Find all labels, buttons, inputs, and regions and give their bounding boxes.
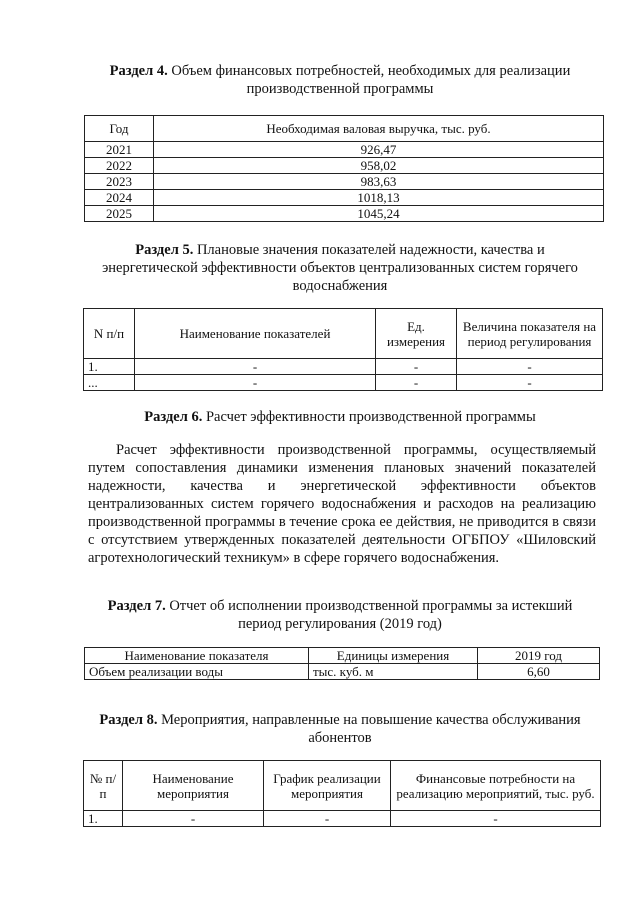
section5-label: Раздел 5. (135, 242, 194, 258)
header-financing: Финансовые потребности на реализацию мероприятий, тыс. руб. (391, 761, 601, 811)
header-measure-name: Наименование мероприятия (123, 761, 264, 811)
table-row (85, 174, 604, 190)
header-unit: Ед. измерения (376, 309, 457, 359)
table-row (85, 664, 600, 680)
section5-table (83, 308, 603, 391)
table-row (84, 375, 603, 391)
table-header-row (84, 761, 601, 811)
table-row (85, 142, 604, 158)
section7-table (84, 647, 600, 680)
header-number: № п/п (84, 761, 123, 811)
header-number: N п/п (84, 309, 135, 359)
table-row (84, 811, 601, 827)
header-value: Величина показателя на период регулирования (457, 309, 603, 359)
indicator-cell: Объем реализации воды (85, 664, 309, 680)
number-cell: 1. (84, 359, 135, 375)
section8-label: Раздел 8. (99, 712, 158, 728)
section8-table (83, 760, 601, 827)
table-header-row (84, 309, 603, 359)
unit-cell: - (376, 375, 457, 391)
header-indicator-name: Наименование показателей (135, 309, 376, 359)
section4-table (84, 115, 604, 222)
revenue-cell: 1018,13 (154, 190, 604, 206)
table-row (85, 206, 604, 222)
year-cell: 2022 (85, 158, 154, 174)
number-cell: ... (84, 375, 135, 391)
unit-cell: - (376, 359, 457, 375)
section8-heading (85, 711, 595, 747)
section6-label: Раздел 6. (144, 409, 203, 425)
value-cell: 6,60 (478, 664, 600, 680)
section6-title: Расчет эффективности производственной программы (205, 409, 536, 425)
table-header-row (85, 116, 604, 142)
header-year: 2019 год (478, 648, 600, 664)
section4-title: Объем финансовых потребностей, необходимых для реализации производственной программы (171, 63, 571, 97)
revenue-cell: 983,63 (154, 174, 604, 190)
schedule-cell: - (264, 811, 391, 827)
header-revenue: Необходимая валовая выручка, тыс. руб. (154, 116, 604, 142)
revenue-cell: 1045,24 (154, 206, 604, 222)
unit-cell: тыс. куб. м (309, 664, 478, 680)
section6-heading (90, 408, 590, 426)
revenue-cell: 926,47 (154, 142, 604, 158)
header-schedule: График реализации мероприятия (264, 761, 391, 811)
section5-title: Плановые значения показателей надежности, качества и энергетической эффективности объектов централизованных систем горячего водоснабжения (102, 242, 578, 294)
year-cell: 2024 (85, 190, 154, 206)
section5-heading (90, 241, 590, 295)
number-cell: 1. (84, 811, 123, 827)
header-unit: Единицы измерения (309, 648, 478, 664)
indicator-cell: - (135, 359, 376, 375)
section7-label: Раздел 7. (107, 598, 166, 614)
value-cell: - (457, 375, 603, 391)
section8-title: Мероприятия, направленные на повышение качества обслуживания абонентов (161, 712, 581, 746)
revenue-cell: 958,02 (154, 158, 604, 174)
year-cell: 2025 (85, 206, 154, 222)
table-header-row (85, 648, 600, 664)
section6-paragraph: Расчет эффективности производственной программы, осуществляемый путем сопоставления динамики изменения плановых значений показателей надежности, качества и энергетической эффективности объектов централизованных систем горячего водоснабжения и расходов на реализацию производственной программы в течение срока ее действия, не приводится в связи с отсутствием утвержденных показателей деятельности ОГБПОУ «Шиловский агротехнологический техникум» в сфере горячего водоснабжения. (88, 442, 596, 566)
header-year: Год (85, 116, 154, 142)
section4-label: Раздел 4. (109, 63, 168, 79)
section7-heading (95, 597, 585, 633)
header-indicator-name: Наименование показателя (85, 648, 309, 664)
indicator-cell: - (135, 375, 376, 391)
value-cell: - (457, 359, 603, 375)
financing-cell: - (391, 811, 601, 827)
table-row (84, 359, 603, 375)
section4-heading (95, 62, 585, 98)
measure-cell: - (123, 811, 264, 827)
year-cell: 2023 (85, 174, 154, 190)
year-cell: 2021 (85, 142, 154, 158)
table-row (85, 158, 604, 174)
section7-title: Отчет об исполнении производственной программы за истекший период регулирования (2019 год) (169, 598, 573, 632)
table-row (85, 190, 604, 206)
